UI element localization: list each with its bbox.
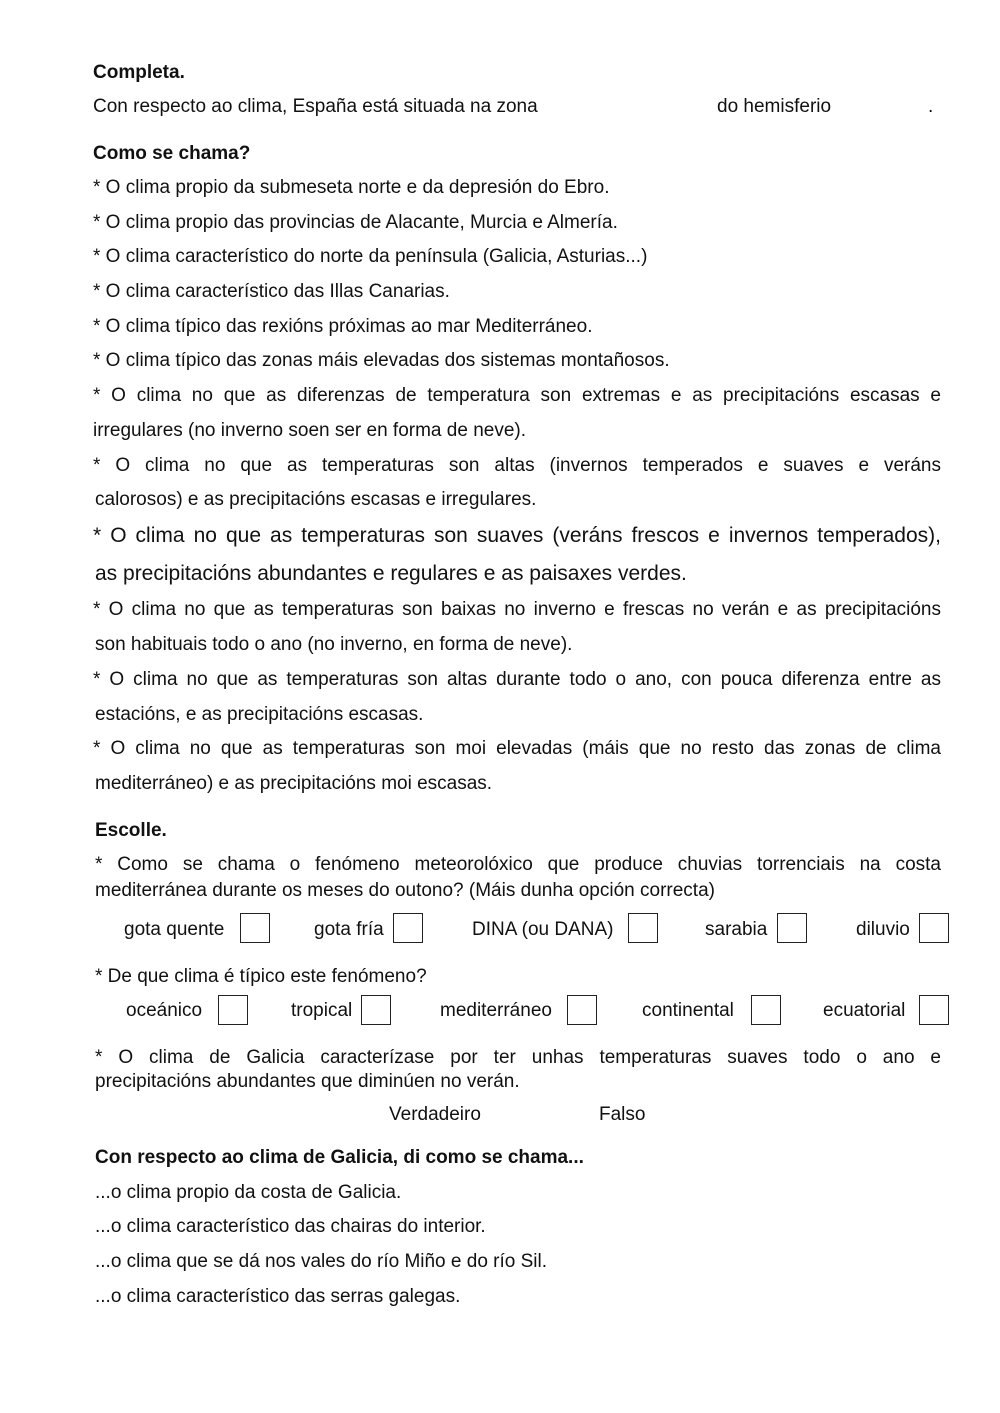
option-continental-label: continental <box>642 1000 734 1021</box>
long-item-line: * O clima no que as temperaturas son suaves (veráns frescos e invernos temperados), <box>93 524 941 547</box>
long-item-line: * O clima no que as temperaturas son moi elevadas (máis que no resto das zonas de clima <box>93 738 941 759</box>
long-item-line: * O clima no que as diferenzas de temperatura son extremas e as precipitacións escasas e <box>93 385 941 406</box>
list-item: ...o clima característico das serras galegas. <box>95 1286 461 1307</box>
question-text: * De que clima é típico este fenómeno? <box>95 966 427 987</box>
option-dina-checkbox[interactable] <box>628 913 658 943</box>
escolle-heading: Escolle. <box>95 820 167 841</box>
option-tropical-checkbox[interactable] <box>361 995 391 1025</box>
list-item: ...o clima característico das chairas do interior. <box>95 1216 486 1237</box>
list-item: * O clima típico das zonas máis elevadas dos sistemas montañosos. <box>93 350 670 371</box>
completa-sentence-part1: Con respecto ao clima, España está situada na zona <box>93 96 538 117</box>
option-diluvio-checkbox[interactable] <box>919 913 949 943</box>
blank-hemisferio-field[interactable] <box>847 93 925 119</box>
long-item-line: mediterráneo) e as precipitacións moi escasas. <box>95 773 493 794</box>
long-item-line: estacións, e as precipitacións escasas. <box>95 704 424 725</box>
long-item-line: * O clima no que as temperaturas son altas (invernos temperados e suaves e veráns <box>93 455 941 476</box>
long-item-line: * O clima no que as temperaturas son baixas no inverno e frescas no verán e as precipitacións <box>93 599 941 620</box>
option-oceanico-checkbox[interactable] <box>218 995 248 1025</box>
option-mediterraneo-label: mediterráneo <box>440 1000 552 1021</box>
long-item-line: as precipitacións abundantes e regulares e as paisaxes verdes. <box>95 562 687 585</box>
long-item-line: * O clima no que as temperaturas son altas durante todo o ano, con pouca diferenza entre as <box>93 669 941 690</box>
verdadeiro-option[interactable]: Verdadeiro <box>389 1104 481 1125</box>
falso-option[interactable]: Falso <box>599 1104 646 1125</box>
option-mediterraneo-checkbox[interactable] <box>567 995 597 1025</box>
question-text: * Como se chama o fenómeno meteorolóxico que produce chuvias torrenciais na costa <box>95 854 941 875</box>
list-item: ...o clima que se dá nos vales do río Miño e do río Sil. <box>95 1251 548 1272</box>
list-item: * O clima propio das provincias de Alacante, Murcia e Almería. <box>93 212 618 233</box>
option-ecuatorial-checkbox[interactable] <box>919 995 949 1025</box>
option-gota-fria-checkbox[interactable] <box>393 913 423 943</box>
list-item: * O clima característico das Illas Canarias. <box>93 281 450 302</box>
option-gota-fria-label: gota fría <box>314 919 384 940</box>
list-item: ...o clima propio da costa de Galicia. <box>95 1182 402 1203</box>
blank-zona-field[interactable] <box>575 93 705 119</box>
option-continental-checkbox[interactable] <box>751 995 781 1025</box>
question-text: * O clima de Galicia caracterízase por ter unhas temperaturas suaves todo o ano e <box>95 1047 941 1068</box>
option-tropical-label: tropical <box>291 1000 353 1021</box>
completa-heading: Completa. <box>93 62 185 83</box>
list-item: * O clima típico das rexións próximas ao mar Mediterráneo. <box>93 316 593 337</box>
como-se-chama-heading: Como se chama? <box>93 143 251 164</box>
option-gota-quente-label: gota quente <box>124 919 225 940</box>
question-text: precipitacións abundantes que diminúen no verán. <box>95 1071 520 1092</box>
option-sarabia-label: sarabia <box>705 919 768 940</box>
option-sarabia-checkbox[interactable] <box>777 913 807 943</box>
question-text: mediterránea durante os meses do outono? (Máis dunha opción correcta) <box>95 880 715 901</box>
completa-sentence-part2: do hemisferio <box>717 96 832 117</box>
option-dina-label: DINA (ou DANA) <box>472 919 614 940</box>
option-diluvio-label: diluvio <box>856 919 910 940</box>
option-oceanico-label: oceánico <box>126 1000 203 1021</box>
list-item: * O clima característico do norte da península (Galicia, Asturias...) <box>93 246 648 267</box>
long-item-line: irregulares (no inverno soen ser en forma de neve). <box>93 420 527 441</box>
option-gota-quente-checkbox[interactable] <box>240 913 270 943</box>
list-item: * O clima propio da submeseta norte e da depresión do Ebro. <box>93 177 610 198</box>
long-item-line: son habituais todo o ano (no inverno, en forma de neve). <box>95 634 573 655</box>
galicia-heading: Con respecto ao clima de Galicia, di como se chama... <box>95 1147 584 1168</box>
option-ecuatorial-label: ecuatorial <box>823 1000 906 1021</box>
completa-sentence-end: . <box>928 96 934 117</box>
long-item-line: calorosos) e as precipitacións escasas e irregulares. <box>95 489 537 510</box>
